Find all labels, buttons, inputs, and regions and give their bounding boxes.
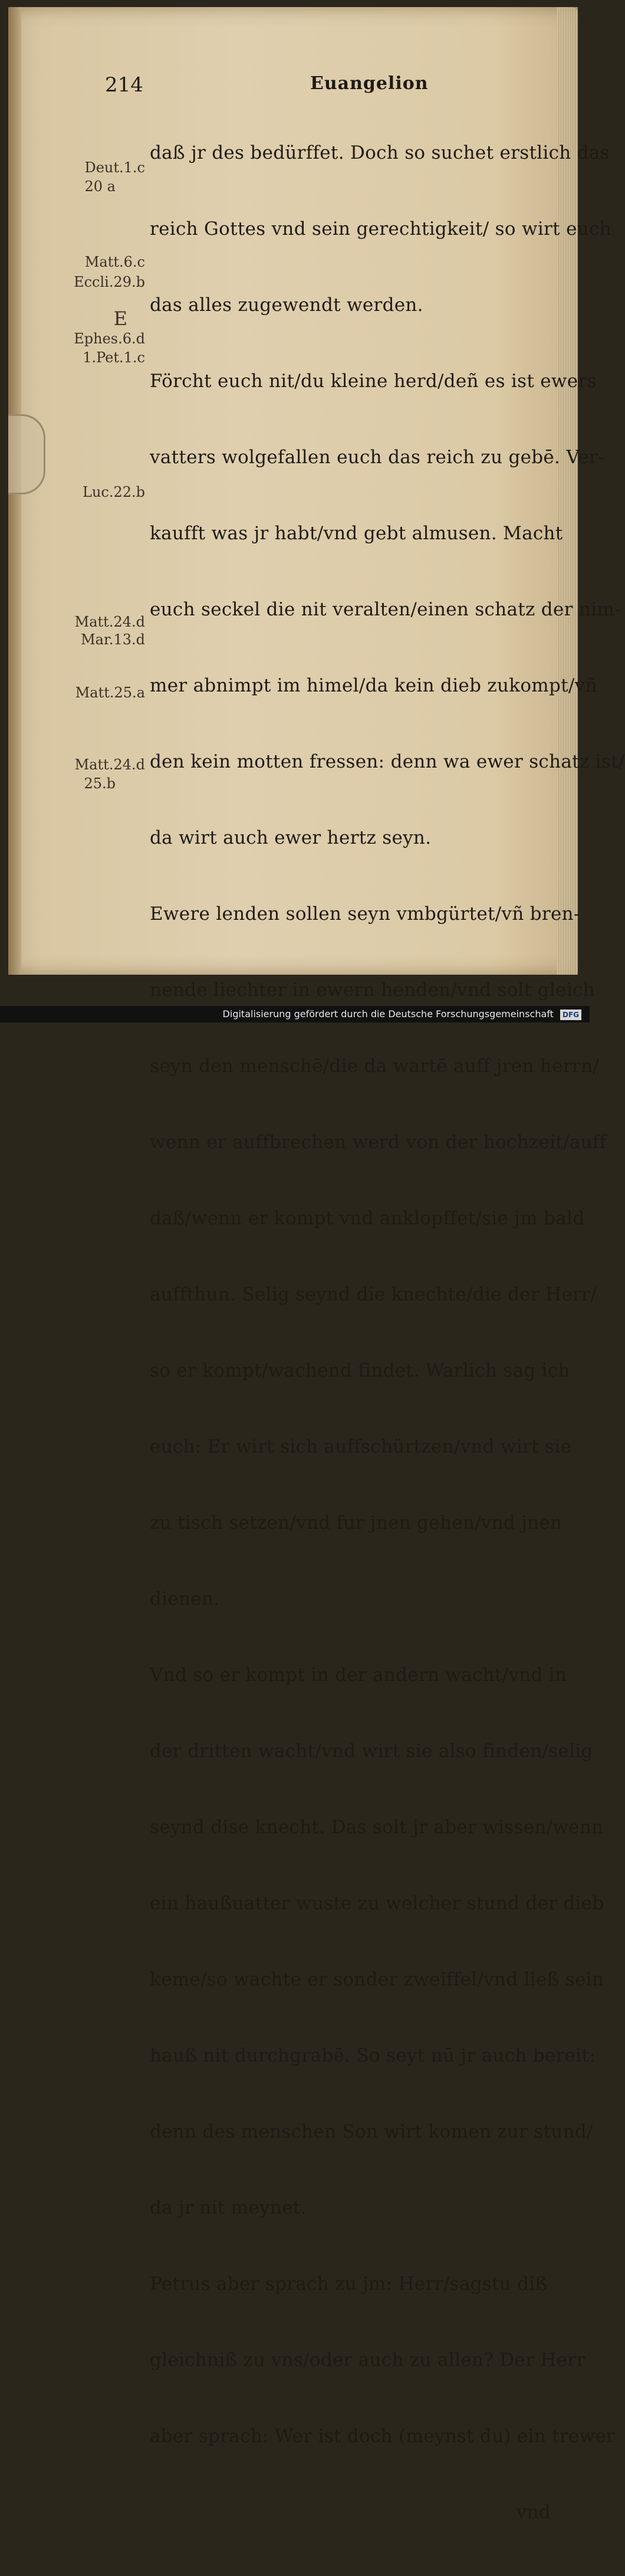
text-line: ein haußuatter wuste zu welcher stund der dieb bbox=[150, 1893, 604, 1914]
text-line: dienen. bbox=[150, 1588, 220, 1610]
text-line: den kein motten fressen: denn wa ewer schatz ist/ bbox=[150, 751, 625, 772]
margin-note: Deut.1.c bbox=[84, 159, 145, 176]
page-number: 214 bbox=[105, 73, 143, 97]
text-line: wenn er auffbrechen werd von der hochzeit/auff bbox=[150, 1132, 607, 1153]
margin-note: Matt.24.d bbox=[74, 614, 145, 630]
section-letter: E bbox=[113, 307, 127, 330]
text-line: der dritten wacht/vnd wirt sie also finden/selig bbox=[150, 1741, 593, 1762]
digitization-footer bbox=[0, 1006, 590, 1022]
text-line: daß/wenn er kompt vnd anklopffet/sie jm bald bbox=[150, 1208, 585, 1229]
text-line: euch: Er wirt sich auffschürtzen/vnd wirt sie bbox=[150, 1436, 572, 1457]
text-line: da wirt auch ewer hertz seyn. bbox=[150, 827, 432, 848]
text-line: mer abnimpt im himel/da kein dieb zukompt/vñ bbox=[150, 675, 597, 696]
dfg-logo: DFG bbox=[560, 1010, 581, 1020]
margin-note: Eccli.29.b bbox=[74, 274, 145, 290]
margin-note: 1.Pet.1.c bbox=[83, 349, 145, 366]
text-line: Förcht euch nit/du kleine herd/deñ es ist ewers bbox=[150, 371, 597, 392]
footer-credit: Digitalisierung gefördert durch die Deutsche Forschungsgemeinschaft bbox=[222, 1008, 554, 1020]
margin-note: Matt.6.c bbox=[84, 254, 145, 270]
catchword: vnd bbox=[516, 2502, 551, 2523]
text-line: das alles zugewendt werden. bbox=[150, 294, 423, 316]
text-line: Petrus aber sprach zu jm: Herr/sagstu diß bbox=[150, 2273, 548, 2295]
thumb-tab bbox=[8, 414, 45, 494]
running-title: Euangelion bbox=[310, 73, 429, 94]
text-line: nende liechter in ewern henden/vnd solt gleich bbox=[150, 979, 595, 1001]
text-line: Vnd so er kompt in der andern wacht/vnd in bbox=[150, 1664, 567, 1686]
text-line: kaufft was jr habt/vnd gebt almusen. Macht bbox=[150, 523, 563, 544]
text-line: gleichniß zu vns/oder auch zu allen? Der Herr bbox=[150, 2349, 585, 2371]
text-line: aber sprach: Wer ist doch (meynst du) ein trewer bbox=[150, 2426, 616, 2447]
text-line: Ewere lenden sollen seyn vmbgürtet/vñ bren- bbox=[150, 903, 580, 925]
text-line: seyn den menschē/die da wartē auff jren herrn/ bbox=[150, 1056, 599, 1077]
margin-note: Luc.22.b bbox=[83, 484, 145, 500]
margin-note: 20 a bbox=[84, 178, 116, 195]
text-line: daß jr des bedürffet. Doch so suchet erstlich das bbox=[150, 142, 610, 163]
text-line: euch seckel die nit veralten/einen schatz der nim- bbox=[150, 599, 621, 620]
body-text bbox=[150, 90, 625, 2576]
margin-note: Ephes.6.d bbox=[74, 330, 145, 347]
margin-note: 25.b bbox=[84, 775, 116, 792]
margin-note: Mar.13.d bbox=[81, 631, 145, 648]
margin-note: Matt.24.d bbox=[74, 756, 145, 773]
text-line: seynd dise knecht. Das solt jr aber wissen/wenn bbox=[150, 1817, 604, 1838]
text-line: denn des menschen Son wirt komen zur stund/ bbox=[150, 2121, 593, 2142]
margin-note: Matt.25.a bbox=[75, 684, 145, 701]
text-line: zu tisch setzen/vnd fur jnen gehen/vnd jnen bbox=[150, 1512, 562, 1533]
text-line: auffthun. Selig seynd die knechte/die der Herr/ bbox=[150, 1284, 597, 1305]
text-line: keme/so wachte er sonder zweiffel/vnd ließ sein bbox=[150, 1969, 604, 1990]
text-line: da jr nit meynet. bbox=[150, 2197, 307, 2218]
text-line: so er kompt/wachend findet. Warlich sag ich bbox=[150, 1360, 570, 1381]
text-line: reich Gottes vnd sein gerechtigkeit/ so wirt euch bbox=[150, 218, 611, 240]
text-line: vatters wolgefallen euch das reich zu gebē. Ver- bbox=[150, 447, 604, 468]
text-line: hauß nit durchgrabē. So seyt nū jr auch bereit: bbox=[150, 2045, 596, 2066]
